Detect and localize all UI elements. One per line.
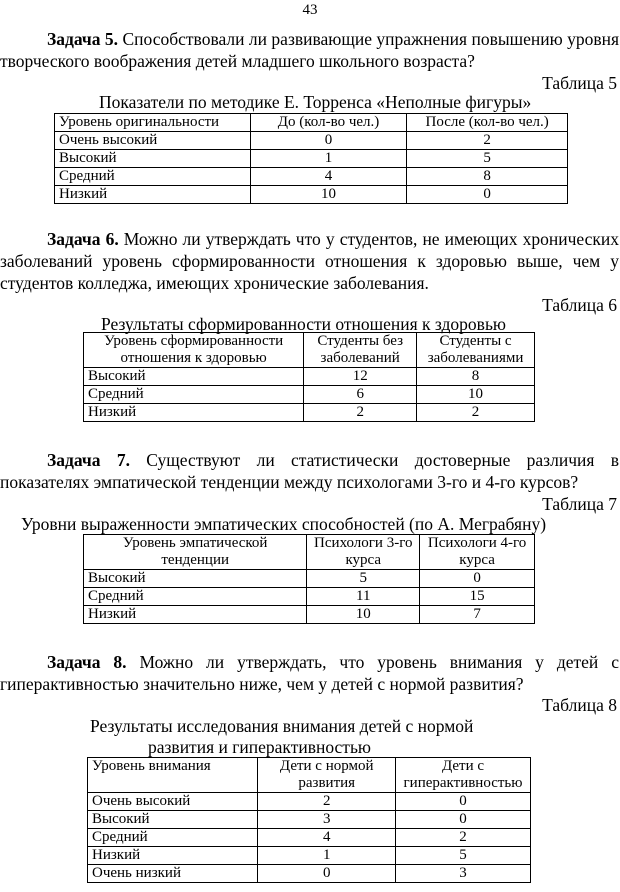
task7-label: Задача 7.: [47, 450, 130, 470]
table8-title-line1: Результаты исследования внимания детей с нормой: [90, 716, 474, 736]
page-number: 43: [302, 2, 318, 18]
table-row: [84, 404, 535, 422]
table-row: [88, 829, 531, 847]
table8-title-line2: развития и гиперактивностью: [148, 737, 371, 757]
table-row: [55, 150, 568, 168]
table-cell: 4: [250, 168, 407, 186]
table7: [83, 534, 535, 624]
table-cell: 2: [407, 132, 568, 150]
table-cell: 10: [417, 386, 535, 404]
task7-paragraph: [0, 449, 619, 493]
table-cell: 3: [258, 811, 396, 829]
table-cell: 0: [407, 186, 568, 204]
table7-label: Таблица 7: [542, 494, 617, 514]
table-cell: Высокий: [84, 368, 304, 386]
table-row: [88, 865, 531, 883]
table-cell: 2: [417, 404, 535, 422]
table-row: [55, 186, 568, 204]
table-cell: Средний: [88, 829, 258, 847]
table-header-cell: Уровень эмпатической тенденции: [84, 535, 307, 570]
table-cell: Очень низкий: [88, 865, 258, 883]
table-row: [55, 168, 568, 186]
table-cell: Низкий: [84, 404, 304, 422]
table-cell: 5: [396, 847, 531, 865]
table-row: [84, 570, 535, 588]
table-cell: 8: [407, 168, 568, 186]
table-cell: Высокий: [55, 150, 251, 168]
table-cell: 5: [307, 570, 420, 588]
table-cell: 1: [250, 150, 407, 168]
table-header-cell: После (кол-во чел.): [407, 114, 568, 132]
table-cell: 10: [250, 186, 407, 204]
table-cell: Низкий: [88, 847, 258, 865]
table-cell: 0: [420, 570, 535, 588]
task8-paragraph: [0, 651, 619, 695]
table7-title: Уровни выраженности эмпатических способностей (по А. Меграбяну): [21, 514, 547, 534]
table-header-cell: Студенты без заболеваний: [304, 333, 417, 368]
table-cell: Низкий: [55, 186, 251, 204]
task6-text: Можно ли утверждать что у студентов, не имеющих хронических заболеваний уровень сформированности отношения к здоровью выше, чем у студентов колледжа, имеющих хронические заболевания.: [0, 229, 619, 293]
table-header-row: [84, 333, 535, 368]
table-cell: 10: [307, 606, 420, 624]
table-cell: 7: [420, 606, 535, 624]
table-row: [84, 606, 535, 624]
table-header-cell: Уровень сформированности отношения к здоровью: [84, 333, 304, 368]
table-header-cell: Психологи 3-го курса: [307, 535, 420, 570]
table-row: [88, 847, 531, 865]
table-cell: 3: [396, 865, 531, 883]
table-cell: 0: [396, 793, 531, 811]
task5-label: Задача 5.: [47, 29, 119, 49]
table6-label: Таблица 6: [542, 295, 617, 315]
table-header-cell: Уровень оригинальности: [55, 114, 251, 132]
table-cell: 15: [420, 588, 535, 606]
table-cell: 8: [417, 368, 535, 386]
table-cell: 2: [258, 793, 396, 811]
table-cell: Низкий: [84, 606, 307, 624]
table-cell: 0: [258, 865, 396, 883]
table8-label: Таблица 8: [542, 695, 617, 715]
table-row: [84, 386, 535, 404]
table-cell: 0: [250, 132, 407, 150]
task5-text: Способствовали ли развивающие упражнения повышению уровня творческого воображения детей младшего школьного возраста?: [0, 29, 619, 71]
table-row: [55, 132, 568, 150]
table5: [54, 113, 568, 204]
table-cell: 1: [258, 847, 396, 865]
table-cell: 0: [396, 811, 531, 829]
table-header-cell: Психологи 4-го курса: [420, 535, 535, 570]
task8-text: Можно ли утверждать, что уровень внимания у детей с гиперактивностью значительно ниже, чем у детей с нормой развития?: [0, 652, 619, 694]
table-header-row: [55, 114, 568, 132]
table-cell: Высокий: [84, 570, 307, 588]
table-cell: Средний: [84, 386, 304, 404]
table-cell: 5: [407, 150, 568, 168]
table-row: [84, 368, 535, 386]
table-header-cell: До (кол-во чел.): [250, 114, 407, 132]
table-header-row: [84, 535, 535, 570]
table-cell: 11: [307, 588, 420, 606]
table-cell: 12: [304, 368, 417, 386]
task7-text: Существуют ли статистически достоверные различия в показателях эмпатической тенденции между психологами 3-го и 4-го курсов?: [0, 450, 619, 492]
table-cell: 2: [396, 829, 531, 847]
table6-title: Результаты сформированности отношения к здоровью: [101, 314, 507, 334]
task6-label: Задача 6.: [47, 229, 119, 249]
table-cell: Высокий: [88, 811, 258, 829]
table-cell: Очень высокий: [88, 793, 258, 811]
table5-label: Таблица 5: [542, 73, 617, 93]
table-header-cell: Уровень внимания: [88, 758, 258, 793]
table-header-cell: Дети с нормой развития: [258, 758, 396, 793]
table-cell: 2: [304, 404, 417, 422]
table6: [83, 332, 535, 422]
table-cell: 6: [304, 386, 417, 404]
table-cell: Средний: [84, 588, 307, 606]
table-row: [88, 811, 531, 829]
table-row: [84, 588, 535, 606]
table5-title: Показатели по методике Е. Торренса «Неполные фигуры»: [99, 92, 532, 112]
table-cell: Средний: [55, 168, 251, 186]
table-header-row: [88, 758, 531, 793]
task8-label: Задача 8.: [47, 652, 127, 672]
table8: [87, 757, 531, 883]
task5-paragraph: [0, 28, 619, 72]
table-cell: 4: [258, 829, 396, 847]
table-header-cell: Студенты с заболеваниями: [417, 333, 535, 368]
table-cell: Очень высокий: [55, 132, 251, 150]
table-header-cell: Дети с гиперактивностью: [396, 758, 531, 793]
table-row: [88, 793, 531, 811]
task6-paragraph: [0, 228, 619, 294]
